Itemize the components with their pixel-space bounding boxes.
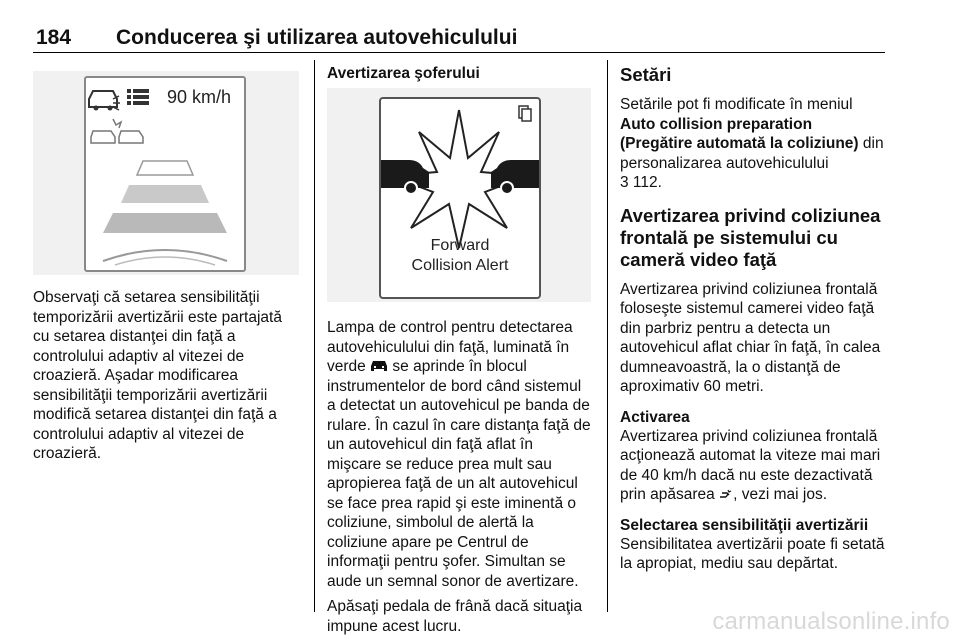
para-text: se aprinde în blocul instrumentelor de bord când sistemul a detectat un autovehicul pe banda de rulare. În cazul în care distanţa faţă de un autovehicul din faţă aflat în mişcare se reduce prea mult sau apropierea faţă de un alt autovehicul se face prea rapid şi este iminentă o coliziune, simbolul de alertă la coliziune apare pe Centrul de informaţii pentru şofer. Simultan se aude un semnal sonor de avertizare. xyxy=(327,358,591,590)
para-text: din personalizarea autovehiculului xyxy=(620,135,884,172)
watermark: carmanualsonline.info xyxy=(712,608,950,635)
settings-heading: Setări xyxy=(620,64,672,85)
vehicle-ahead-indicator-icon xyxy=(370,360,388,372)
activation-paragraph xyxy=(620,427,888,505)
distance-bar-near xyxy=(103,213,227,233)
sensitivity-subheading: Selectarea sensibilităţii avertizării xyxy=(620,516,869,534)
brake-paragraph: Apăsaţi pedala de frână dacă situaţia impune acest lucru. xyxy=(327,598,583,635)
distance-bars-icon xyxy=(127,89,149,105)
column-1 xyxy=(33,288,299,464)
column-2-body xyxy=(327,318,591,636)
menu-item-name: Auto collision preparation (Pregătire automată la coliziune) xyxy=(620,115,859,152)
forward-collision-alert-figure xyxy=(327,88,591,302)
cluster-display-figure xyxy=(33,71,299,275)
para-text: Avertizarea privind coliziunea frontală acţionează automat la viteze mai mari de 40 km/h dacă nu este dezactivată prin apăsarea xyxy=(620,427,881,503)
distance-bar-mid xyxy=(121,185,209,203)
alert-label-line2: Collision Alert xyxy=(411,257,509,274)
header-rule xyxy=(33,52,885,53)
alert-label-line1: Forward xyxy=(430,237,490,254)
page-header xyxy=(36,26,886,52)
section-heading-driver-warning: Avertizarea şoferului xyxy=(327,65,480,82)
control-lamp-paragraph xyxy=(327,318,591,591)
sensitivity-paragraph: Observaţi că setarea sensibilităţii temporizării avertizării este partajată cu setarea distanţei din faţă a controlului adaptiv al vitezei de croazieră. Aşadar modificarea sensibilităţii temporizării avertizării modifică setarea distanţei din faţă a controlului adaptiv al vitezei de croazieră. xyxy=(33,289,282,462)
settings-paragraph xyxy=(620,95,888,193)
para-text: Lampa de control pentru detectarea autovehiculului din faţă, luminată în verde xyxy=(327,319,573,375)
collision-alert-button-icon xyxy=(719,488,733,500)
fcw-paragraph: Avertizarea privind coliziunea frontală foloseşte sistemul camerei video faţă din parbriz pentru a detecta un autovehicul aflat chiar în faţă, în calea dumneavoastră, la o distanţă de aproximativ 60 metri. xyxy=(620,280,881,395)
sensitivity-paragraph-col3: Sensibilitatea avertizării poate fi setată la apropiat, mediu sau depărtat. xyxy=(620,535,885,572)
page-number: 184 xyxy=(36,26,72,49)
column-divider-1 xyxy=(314,60,315,612)
para-text: Setările pot fi modificate în meniul xyxy=(620,96,853,113)
column-divider-2 xyxy=(607,60,608,612)
page-title: Conducerea şi utilizarea autovehiculului xyxy=(116,26,518,49)
activation-subheading: Activarea xyxy=(620,408,690,426)
page-reference: 3 112. xyxy=(620,174,662,191)
column-2 xyxy=(327,60,591,83)
column-3 xyxy=(620,64,888,574)
para-text: , vezi mai jos. xyxy=(733,486,827,503)
fcw-heading: Avertizarea privind coliziunea frontală pe sistemului cu cameră video faţă xyxy=(620,204,881,270)
speed-readout: 90 km/h xyxy=(167,87,232,107)
